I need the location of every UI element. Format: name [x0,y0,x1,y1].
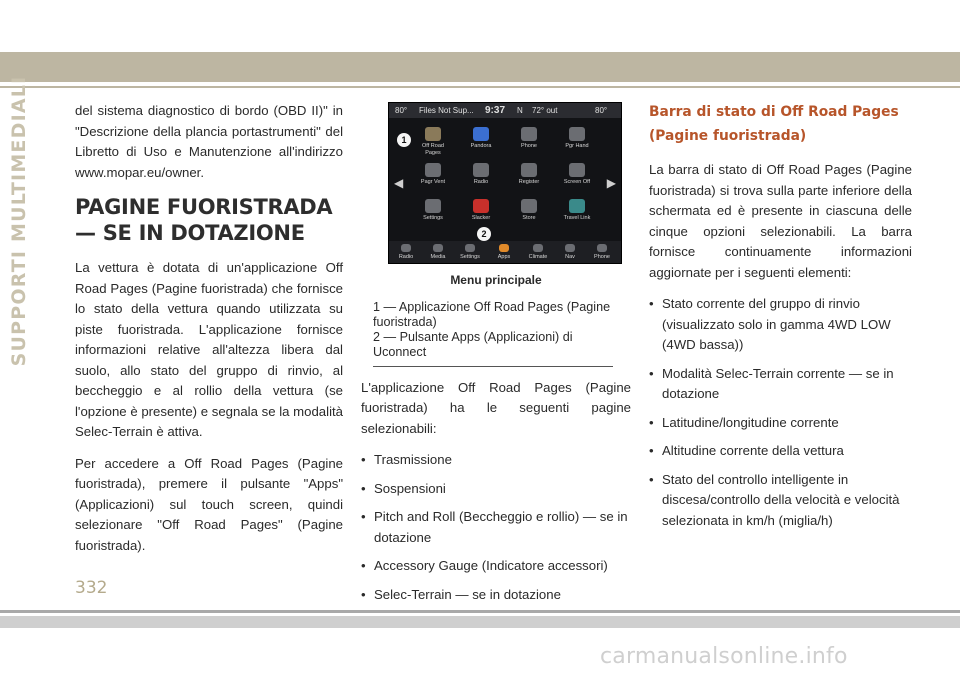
hand-icon [569,127,585,141]
bottom-band [0,616,960,628]
slacker-icon [473,199,489,213]
page-number: 332 [75,578,108,598]
status-compass: N [517,106,523,115]
gear-icon [425,199,441,213]
list-item: • Stato del controllo intelligente in discesa/controllo della velocità e velocità selezionata in km/h (miglia/h) [649,470,912,532]
dock-climate: Climate [523,244,553,261]
app-store: Store [511,199,547,222]
screen-off-icon [569,163,585,177]
intro-paragraph: del sistema diagnostico di bordo (OBD II)" in "Descrizione della plancia portastrumenti" del Libretto di Uso e Manutenzione all'indirizzo www.mopar.eu/owner. [75,103,343,180]
off-road-icon [425,127,441,141]
list-item: • Trasmissione [361,450,631,471]
status-time: 9:37 [485,105,506,116]
watermark-text: carmanualsonline.info [600,644,848,669]
list-item: • Altitudine corrente della vettura [649,441,912,462]
status-bar [389,103,621,118]
phone-icon [521,127,537,141]
figure-caption-title: Menu principale [450,273,542,287]
callout-marker-2: 2 [477,227,491,241]
side-section-text: SUPPORTI MULTIMEDIALI [8,75,30,367]
list-item: • Latitudine/longitudine corrente [649,413,912,434]
paragraph-description: La vettura è dotata di un'applicazione Off Road Pages (Pagine fuoristrada) che fornisce lo stato della vettura quando utilizzata su piste fuoristrada. L'applicazione fornisce informazioni relative all'altezza libera dal suolo, allo stato del gruppo di rinvio, al beccheggio e al rollio della vettura (se l'opzione è presente) e segnala se la modalità Selec-Terrain è attiva. [75,260,343,439]
legend-item-2: 2 — Pulsante Apps (Applicazioni) di Uconnect [373,329,573,359]
pages-list [361,450,631,605]
figure-legend [373,300,613,367]
app-slacker: Slacker [463,199,499,222]
top-band [0,52,960,82]
dock-phone: Phone [587,244,617,261]
app-phone: Phone [511,127,547,150]
pandora-icon [473,127,489,141]
radio-icon [401,244,411,252]
app-travel-link: Travel Link [559,199,595,222]
bottom-rule [0,610,960,613]
paragraph-access: Per accedere a Off Road Pages (Pagine fuoristrada), premere il pulsante "Apps" (Applicazioni) sul touch screen, quindi selezionare "Off Road Pages" (Pagine fuoristrada). [75,455,343,553]
app-pagr-vent: Pagr Vent [415,163,451,186]
app-pgr-hand: Pgr Hand [559,127,595,150]
radio-icon [473,163,489,177]
list-item: • Modalità Selec-Terrain corrente — se in dotazione [649,364,912,405]
pages-intro: L'applicazione Off Road Pages (Pagine fuoristrada) ha le seguenti pagine selezionabili: [361,379,631,436]
app-register: Register [511,163,547,186]
status-bar-description: La barra di stato di Off Road Pages (Pagine fuoristrada) si trova sulla parte inferiore della schermata ed è presente in ciascuna delle cinque opzioni selezionabili. La barra fornisce continuamente informazioni aggiornate per i seguenti elementi: [649,162,912,280]
dock-nav: Nav [555,244,585,261]
dock-media: Media [423,244,453,261]
column-right [649,100,912,539]
dock-settings: Settings [455,244,485,261]
status-temp-right: 80° [595,106,608,115]
app-pandora: Pandora [463,127,499,150]
left-arrow-icon: ◀ [394,176,404,190]
vent-icon [425,163,441,177]
status-temp-left: 80° [395,106,408,115]
status-items-list [649,294,912,531]
uconnect-screen-figure [388,102,622,264]
travel-link-icon [569,199,585,213]
media-icon [433,244,443,252]
nav-icon [565,244,575,252]
apps-icon [499,244,509,252]
top-rule [0,86,960,88]
list-item: • Accessory Gauge (Indicatore accessori) [361,556,631,577]
side-section-label [2,75,36,367]
register-icon [521,163,537,177]
list-item: • Pitch and Roll (Beccheggio e rollio) — se in dotazione [361,507,631,548]
status-outside-temp: 72° out [532,106,558,115]
list-item: • Stato corrente del gruppo di rinvio (visualizzato solo in gamma 4WD LOW (4WD bassa)) [649,294,912,356]
list-item: • Selec-Terrain — se in dotazione [361,585,631,606]
climate-icon [533,244,543,252]
app-radio: Radio [463,163,499,186]
subsection-heading: Barra di stato di Off Road Pages (Pagine fuoristrada) [649,104,899,144]
bottom-dock [389,241,621,263]
section-heading: PAGINE FUORISTRADA — SE IN DOTAZIONE [75,195,333,245]
right-arrow-icon: ▶ [606,176,616,190]
app-off-road-pages: Off Road Pages [415,127,451,157]
phone-icon [597,244,607,252]
list-item: • Sospensioni [361,479,631,500]
dock-radio: Radio [391,244,421,261]
column-left [75,101,343,567]
gear-icon [465,244,475,252]
dock-apps: Apps [489,244,519,261]
legend-item-1: 1 — Applicazione Off Road Pages (Pagine fuoristrada) [373,299,611,329]
app-screen-off: Screen Off [559,163,595,186]
callout-marker-1: 1 [397,133,411,147]
column-middle [361,100,631,613]
store-icon [521,199,537,213]
app-settings: Settings [415,199,451,222]
status-song: Files Not Sup... [419,106,474,115]
